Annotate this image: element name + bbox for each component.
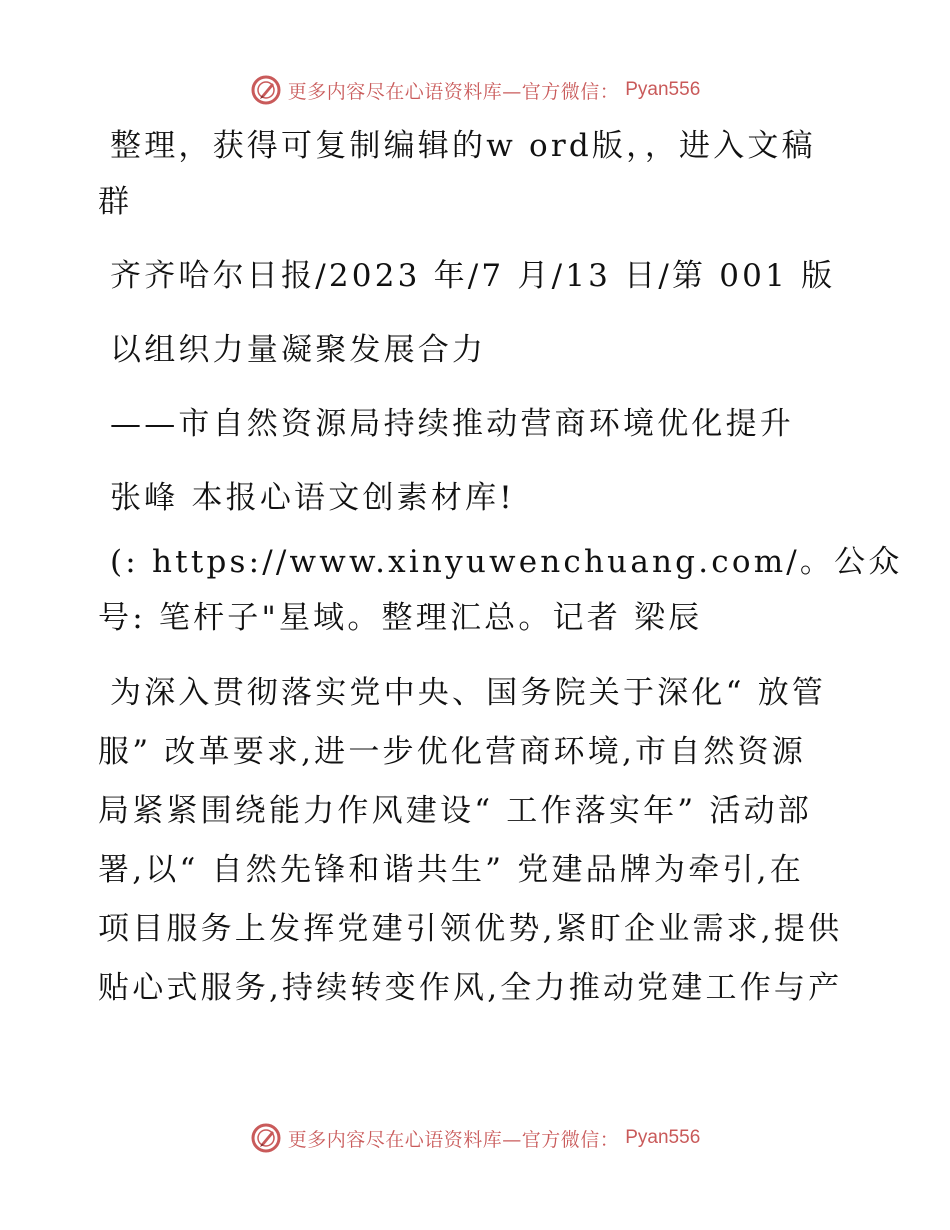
article-title: 以组织力量凝聚发展合力	[110, 332, 487, 368]
body-line: 为深入贯彻落实党中央、国务院关于深化“ 放管	[110, 675, 827, 711]
footer-watermark-text: 更多内容尽在心语资料库—官方微信：	[287, 1128, 620, 1151]
intro-line-2: 群	[98, 184, 133, 220]
quill-logo-icon	[250, 74, 282, 106]
header-watermark-contact: Pyan556	[625, 79, 701, 100]
note-line-1: (: https://www.xinyuwenchuang.com/。公众	[110, 544, 903, 580]
header-watermark-text: 更多内容尽在心语资料库—官方微信：	[287, 80, 620, 103]
footer-watermark-banner	[0, 1120, 950, 1156]
document-body	[98, 118, 903, 1018]
article-subtitle: ——市自然资源局持续推动营商环境优化提升	[110, 406, 794, 442]
byline: 张峰 本报心语文创素材库!	[110, 480, 515, 516]
note-line-2: 号: 笔杆子"星域。整理汇总。记者 梁辰	[98, 600, 703, 636]
quill-logo-icon	[250, 1122, 282, 1154]
intro-line-1: 整理，获得可复制编辑的w ord版，，进入文稿	[110, 128, 816, 164]
body-paragraph	[98, 664, 858, 1018]
body-line: 项目服务上发挥党建引领优势,紧盯企业需求,提供	[98, 911, 843, 947]
footer-watermark-contact: Pyan556	[625, 1127, 701, 1148]
source-line: 齐齐哈尔日报/2023 年/7 月/13 日/第 001 版	[110, 258, 836, 294]
body-line: 局紧紧围绕能力作风建设“ 工作落实年” 活动部	[98, 793, 813, 829]
header-watermark-banner	[0, 72, 950, 108]
body-line: 贴心式服务,持续转变作风,全力推动党建工作与产	[98, 970, 843, 1006]
body-line: 服” 改革要求,进一步优化营商环境,市自然资源	[98, 734, 807, 770]
body-line: 署,以“ 自然先锋和谐共生” 党建品牌为牵引,在	[98, 852, 804, 888]
